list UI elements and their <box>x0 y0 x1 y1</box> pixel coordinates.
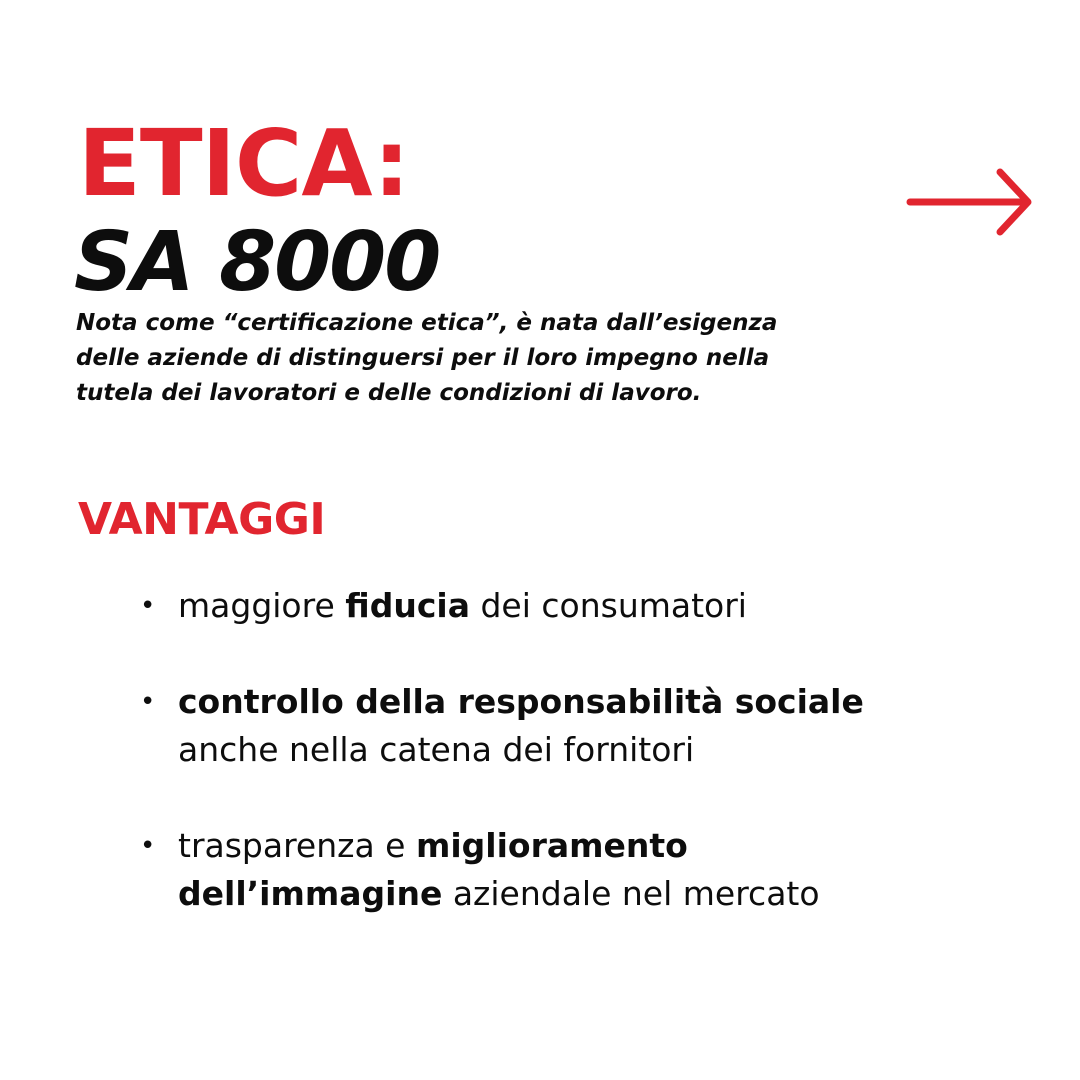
benefit-text-regular: maggiore <box>178 586 346 625</box>
benefit-text <box>178 822 1038 918</box>
bullet-icon: • <box>140 687 156 717</box>
intro-paragraph <box>76 306 956 411</box>
section-title-vantaggi: VANTAGGI <box>78 494 326 545</box>
intro-line: delle aziende di distinguersi per il loro impegno nella <box>76 345 770 371</box>
title-sa8000: SA 8000 <box>74 215 440 310</box>
title-etica: ETICA: <box>78 110 410 217</box>
benefit-text-bold: controllo della responsabilità sociale <box>178 682 864 721</box>
benefit-text <box>178 582 1038 630</box>
benefit-text-regular: anche nella catena dei fornitori <box>178 730 695 769</box>
bullet-icon: • <box>140 591 156 621</box>
benefit-text <box>178 678 1038 774</box>
benefit-text-regular: dei consumatori <box>469 586 747 625</box>
benefit-line <box>178 582 1038 630</box>
benefit-text-bold: dell’immagine <box>178 874 443 913</box>
benefit-text-regular: aziendale nel mercato <box>442 874 820 913</box>
benefit-line <box>178 822 1038 870</box>
arrow-right-icon[interactable] <box>906 166 1034 238</box>
benefit-line <box>178 870 1038 918</box>
benefit-text-bold: fiducia <box>345 586 470 625</box>
bullet-icon: • <box>140 831 156 861</box>
benefit-text-bold: miglioramento <box>415 826 688 865</box>
intro-line: Nota come “certificazione etica”, è nata dall’esigenza <box>76 310 778 336</box>
benefit-text-regular: trasparenza e <box>178 826 416 865</box>
intro-line: tutela dei lavoratori e delle condizioni di lavoro. <box>76 380 702 406</box>
